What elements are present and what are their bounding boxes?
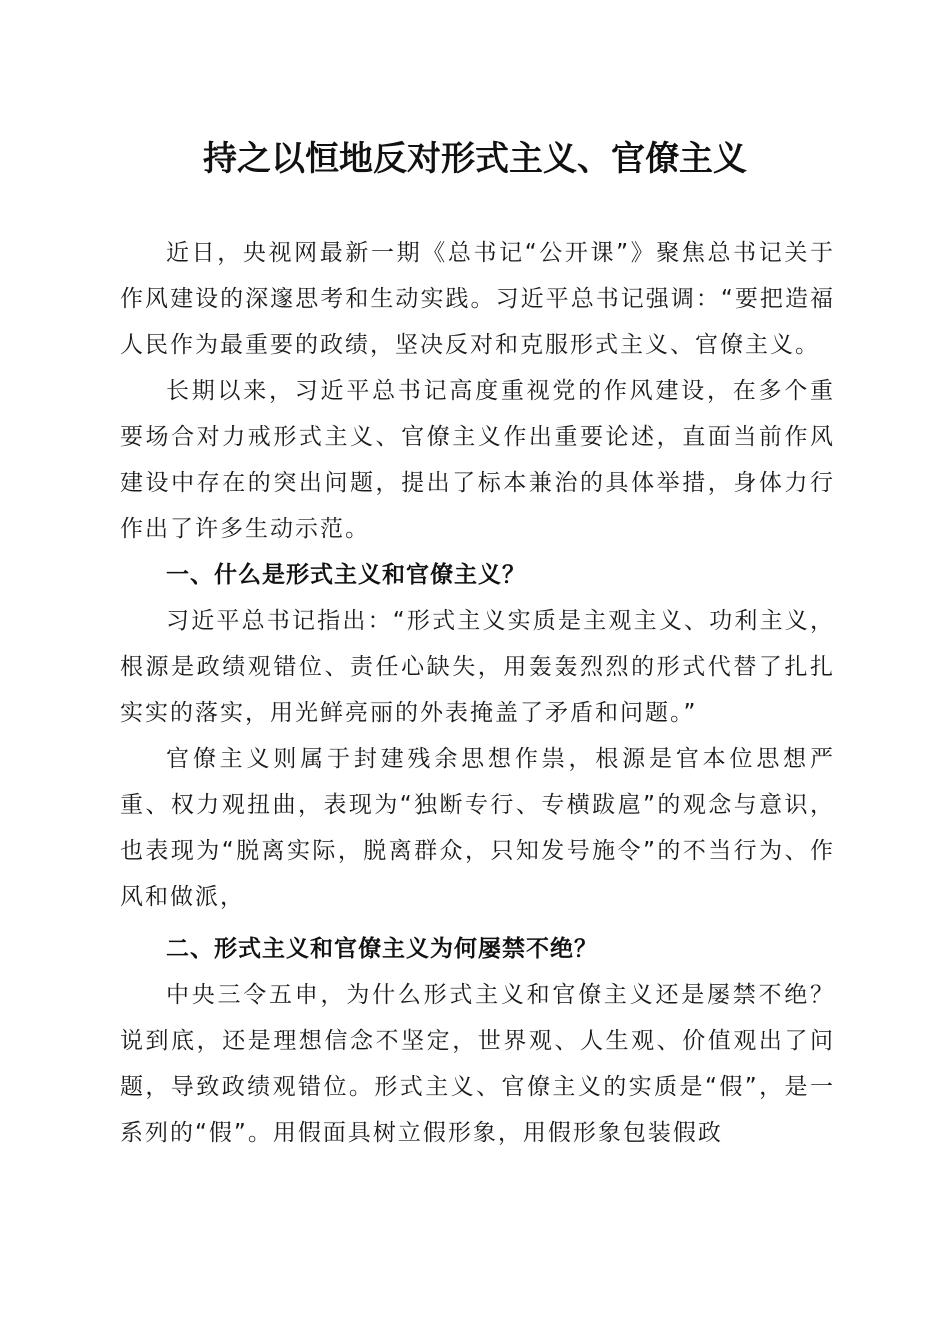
document-title: 持之以恒地反对形式主义、官僚主义 (203, 139, 747, 179)
paragraph-causes: 中央三令五申，为什么形式主义和官僚主义还是屡禁不绝？说到底，还是理想信念不坚定，世界观、人生观、价值观出了问题，导致政绩观错位。形式主义、官僚主义的实质是“假”，是一系列的“假”。用假面具树立假形象，用假形象包装假政 (120, 982, 835, 1146)
section-heading-1: 一、什么是形式主义和官僚主义？ (166, 562, 526, 588)
paragraph-bureaucratism-definition: 官僚主义则属于封建残余思想作祟，根源是官本位思想严重、权力观扭曲，表现为“独断专行、专横跋扈”的观念与意识，也表现为“脱离实际，脱离群众，只知发号施令”的不当行为、作风和做派， (120, 746, 835, 910)
document-body (120, 230, 835, 1156)
section-heading-2: 二、形式主义和官僚主义为何屡禁不绝？ (166, 936, 598, 962)
paragraph-formalism-definition: 习近平总书记指出：“形式主义实质是主观主义、功利主义，根源是政绩观错位、责任心缺失，用轰轰烈烈的形式代替了扎扎实实的落实，用光鲜亮丽的外表掩盖了矛盾和问题。” (120, 608, 835, 726)
paragraph-background: 长期以来，习近平总书记高度重视党的作风建设，在多个重要场合对力戒形式主义、官僚主义作出重要论述，直面当前作风建设中存在的突出问题，提出了标本兼治的具体举措，身体力行作出了许多生动示范。 (120, 378, 835, 542)
paragraph-intro: 近日，央视网最新一期《总书记“公开课”》聚焦总书记关于作风建设的深邃思考和生动实践。习近平总书记强调：“要把造福人民作为最重要的政绩，坚决反对和克服形式主义、官僚主义。 (120, 240, 835, 358)
